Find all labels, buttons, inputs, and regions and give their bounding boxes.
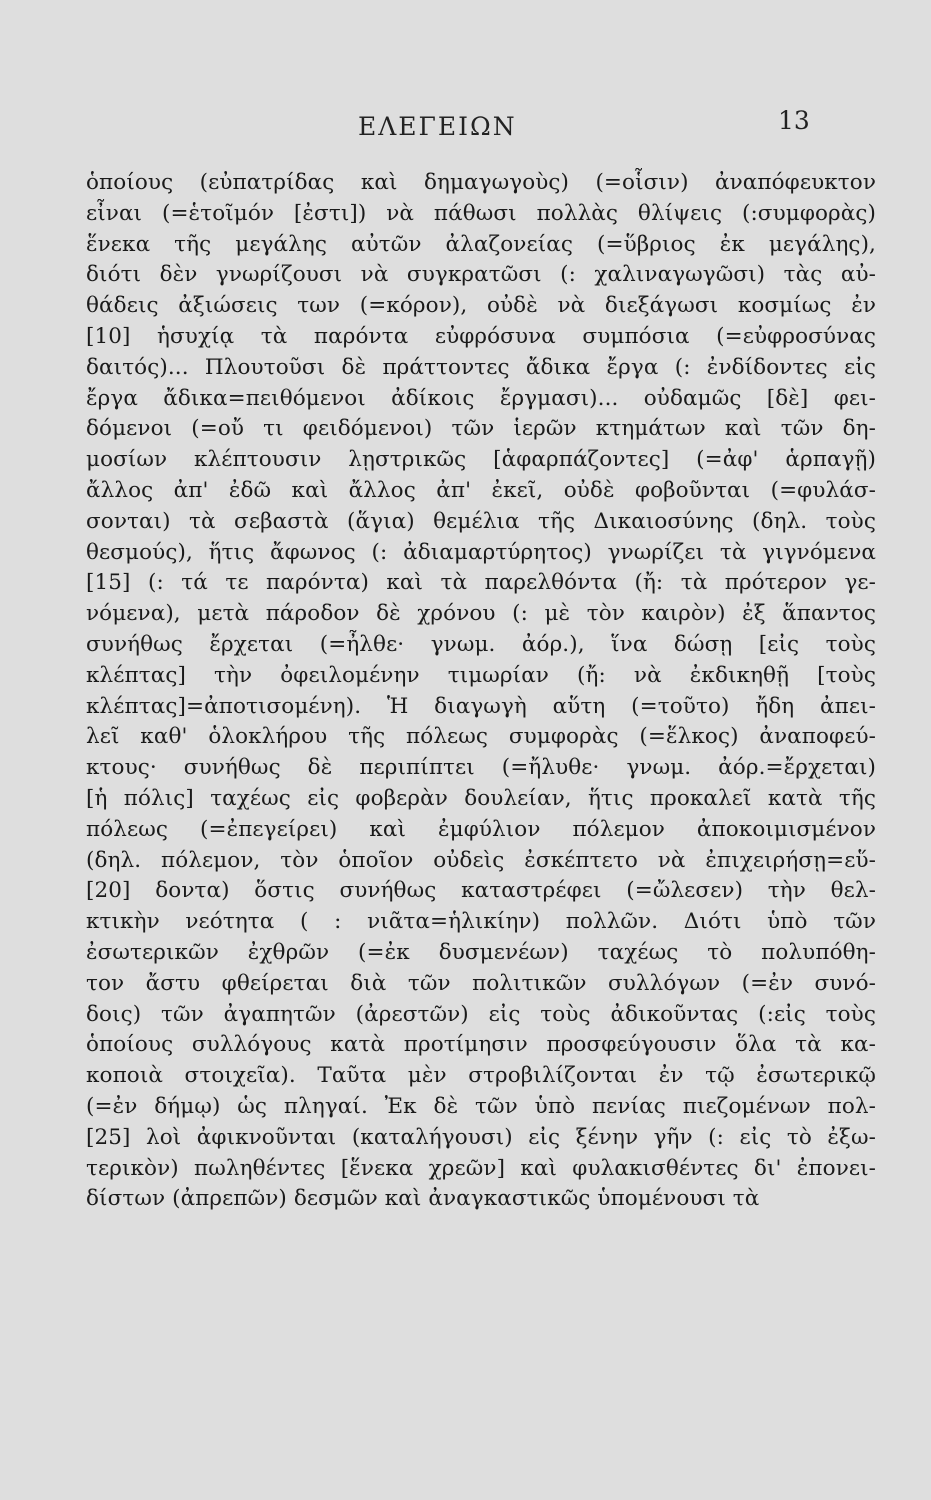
text-line: εἶναι (=ἑτοῖμόν [ἐστι]) νὰ πάθωσι πολλὰς θλίψεις (:συμφορὰς)	[86, 200, 876, 226]
text-line: [25] λοὶ ἀφικνοῦνται (καταλήγουσι) εἰς ξένην γῆν (: εἰς τὸ ἐξω-	[86, 1124, 876, 1150]
text-line: σονται) τὰ σεβαστὰ (ἅγια) θεμέλια τῆς Δικαιοσύνης (δηλ. τοὺς	[86, 508, 876, 534]
text-line: θεσμούς), ἥτις ἄφωνος (: ἀδιαμαρτύρητος) γνωρίζει τὰ γιγνόμενα	[86, 539, 876, 565]
text-line: δοις) τῶν ἀγαπητῶν (ἀρεστῶν) εἰς τοὺς ἀδικοῦντας (:εἰς τοὺς	[86, 1001, 876, 1027]
page-header	[0, 106, 931, 152]
text-line: κλέπτας]=ἀποτισομένη). Ἡ διαγωγὴ αὕτη (=τοῦτο) ἤδη ἀπει-	[86, 693, 876, 719]
text-line: ὁποίους συλλόγους κατὰ προτίμησιν προσφεύγουσιν ὅλα τὰ κα-	[86, 1032, 876, 1058]
text-line: δίστων (ἀπρεπῶν) δεσμῶν καὶ ἀναγκαστικῶς ὑπομένουσι τὰ	[86, 1186, 760, 1212]
text-line: ἕνεκα τῆς μεγάλης αὐτῶν ἀλαζονείας (=ὕβριος ἐκ μεγάλης),	[86, 231, 876, 257]
text-line: κτους· συνήθως δὲ περιπίπτει (=ἤλυθε· γνωμ. ἀόρ.=ἔρχεται)	[86, 755, 876, 781]
text-line: κοποιὰ στοιχεῖα). Ταῦτα μὲν στροβιλίζονται ἐν τῷ ἐσωτερικῷ	[86, 1063, 876, 1089]
text-line: κτικὴν νεότητα ( : νιᾶτα=ἡλικίην) πολλῶν. Διότι ὑπὸ τῶν	[86, 909, 876, 935]
text-line: θάδεις ἀξιώσεις των (=κόρον), οὐδὲ νὰ διεξάγωσι κοσμίως ἐν	[86, 293, 876, 319]
text-line: [15] (: τά τε παρόντα) καὶ τὰ παρελθόντα (ἤ: τὰ πρότερον γε-	[86, 570, 876, 596]
text-line: ὁποίους (εὐπατρίδας καὶ δημαγωγοὺς) (=οἷσιν) ἀναπόφευκτον	[86, 170, 876, 195]
text-line: ἐσωτερικῶν ἐχθρῶν (=ἐκ δυσμενέων) ταχέως τὸ πολυπόθη-	[86, 939, 876, 965]
text-line: [ἡ πόλις] ταχέως εἰς φοβερὰν δουλείαν, ἥτις προκαλεῖ κατὰ τῆς	[86, 785, 876, 811]
text-line: [20] δοντα) ὅστις συνήθως καταστρέφει (=ὤλεσεν) τὴν θελ-	[86, 878, 876, 904]
text-line: νόμενα), μετὰ πάροδον δὲ χρόνου (: μὲ τὸν καιρὸν) ἐξ ἅπαντος	[86, 601, 876, 627]
running-title: ΕΛΕΓΕΙΩΝ	[358, 112, 517, 141]
text-line: κλέπτας] τὴν ὀφειλομένην τιμωρίαν (ἤ: νὰ ἐκδικηθῇ [τοὺς	[86, 662, 876, 688]
text-line: δαιτός)... Πλουτοῦσι δὲ πράττοντες ἄδικα ἔργα (: ἐνδίδοντες εἰς	[86, 354, 876, 380]
text-line: (=ἐν δήμῳ) ὡς πληγαί. Ἐκ δὲ τῶν ὑπὸ πενίας πιεζομένων πολ-	[86, 1093, 876, 1119]
text-line: (δηλ. πόλεμον, τὸν ὁποῖον οὐδεὶς ἐσκέπτετο νὰ ἐπιχειρήσῃ=εὕ-	[86, 847, 876, 873]
text-line: τον ἄστυ φθείρεται διὰ τῶν πολιτικῶν συλλόγων (=ἐν συνό-	[86, 970, 876, 996]
text-line: συνήθως ἔρχεται (=ἦλθε· γνωμ. ἀόρ.), ἵνα δώσῃ [εἰς τοὺς	[86, 631, 876, 657]
text-line: διότι δὲν γνωρίζουσι νὰ συγκρατῶσι (: χαλιναγωγῶσι) τὰς αὐ-	[86, 262, 876, 288]
text-line: μοσίων κλέπτουσιν λῃστρικῶς [ἁφαρπάζοντες] (=ἀφ' ἁρπαγῇ)	[86, 447, 876, 473]
text-line: τερικὸν) πωληθέντες [ἕνεκα χρεῶν] καὶ φυλακισθέντες δι' ἐπονει-	[86, 1155, 876, 1181]
text-line: λεῖ καθ' ὁλοκλήρου τῆς πόλεως συμφορὰς (=ἕλκος) ἀναποφεύ-	[86, 724, 876, 750]
commentary-text	[86, 168, 876, 1215]
text-line: δόμενοι (=οὔ τι φειδόμενοι) τῶν ἱερῶν κτημάτων καὶ τῶν δη-	[86, 416, 876, 442]
text-line: πόλεως (=ἐπεγείρει) καὶ ἐμφύλιον πόλεμον ἀποκοιμισμένον	[86, 816, 876, 842]
text-line: [10] ἡσυχίᾳ τὰ παρόντα εὐφρόσυνα συμπόσια (=εὐφροσύνας	[86, 323, 876, 349]
text-line: ἔργα ἄδικα=πειθόμενοι ἀδίκοις ἔργμασι)... οὐδαμῶς [δὲ] φει-	[86, 385, 876, 411]
page-number: 13	[778, 106, 810, 135]
text-line: ἄλλος ἀπ' ἐδῶ καὶ ἄλλος ἀπ' ἐκεῖ, οὐδὲ φοβοῦνται (=φυλάσ-	[86, 477, 876, 503]
